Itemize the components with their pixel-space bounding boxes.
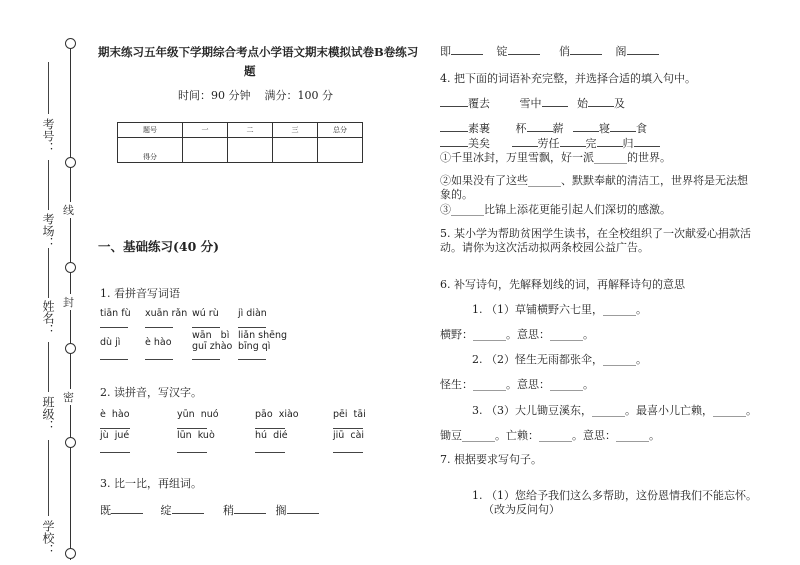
pinyin: dù jì <box>100 337 121 348</box>
q5-line1: 5. 某小学为帮助贫困学生读书，在全校组织了一次献爱心捐款活 <box>440 227 751 240</box>
exam-room-label: 考场： <box>41 213 55 249</box>
pinyin: pāo xiào <box>255 409 299 420</box>
answer-line[interactable] <box>177 428 207 429</box>
score-row-label: 得分 <box>118 138 183 163</box>
q2-title: 2. 读拼音，写汉字。 <box>100 386 202 399</box>
idiom-part: 始 <box>577 97 588 110</box>
answer-blank[interactable] <box>597 146 623 147</box>
q6-poem2: 2. （2）怪生无雨都张伞，______。 <box>472 353 647 366</box>
q6-poem3-explain: 锄豆______。亡赖：______。意思：______。 <box>440 429 660 442</box>
pinyin: liǎn shēng <box>238 330 288 341</box>
answer-line[interactable] <box>145 327 173 328</box>
q6-poem3: 3. （3）大儿锄豆溪东，______。最喜小儿亡赖，______。 <box>472 404 757 417</box>
answer-line[interactable] <box>100 428 130 429</box>
exam-number-field[interactable] <box>48 62 49 114</box>
pinyin: jù jué <box>100 430 130 441</box>
score-cell[interactable] <box>228 138 273 163</box>
exam-time-info: 时间：90 分钟 满分：100 分 <box>178 89 333 102</box>
school-label: 学校： <box>41 520 55 556</box>
answer-blank[interactable] <box>287 513 319 514</box>
idiom-part: 归 <box>622 137 634 150</box>
answer-line[interactable] <box>100 452 130 453</box>
compare-char: 即 <box>440 45 451 58</box>
pinyin: guī zhào <box>192 341 233 352</box>
score-cell[interactable] <box>183 138 228 163</box>
exam-title-line1: 期末练习五年级下学期综合考点小学语文期末模拟试卷B卷练习 <box>98 45 419 59</box>
class-label: 班级： <box>41 396 55 432</box>
q6-poem2-explain: 怪生：______。意思：______。 <box>440 378 594 391</box>
binding-hole <box>65 343 76 354</box>
idiom-part: 及 <box>614 97 625 110</box>
compare-char: 阁 <box>615 45 627 58</box>
idiom-part: 杯 <box>515 122 527 135</box>
seal-char-xian: 线 <box>63 204 74 217</box>
score-header-cell: 二 <box>228 123 273 138</box>
answer-blank[interactable] <box>440 131 468 132</box>
score-cell[interactable] <box>318 138 363 163</box>
idiom-part: 薪 <box>552 122 564 135</box>
pinyin: lūn kuò <box>177 430 215 441</box>
score-table <box>117 122 363 163</box>
pinyin: pēi tāi <box>333 409 366 420</box>
pinyin: xuān rǎn <box>145 308 188 319</box>
answer-line[interactable] <box>238 359 266 360</box>
score-header-cell: 总分 <box>318 123 363 138</box>
q7-title: 7. 根据要求写句子。 <box>440 453 542 466</box>
answer-line[interactable] <box>333 428 363 429</box>
compare-char: 既 <box>100 504 111 517</box>
binding-hole <box>65 262 76 273</box>
school-field[interactable] <box>48 440 49 516</box>
idiom-part: 寝 <box>599 122 610 135</box>
answer-line[interactable] <box>177 452 207 453</box>
pinyin: è hào <box>100 409 130 420</box>
answer-blank[interactable] <box>512 146 538 147</box>
answer-blank[interactable] <box>440 146 468 147</box>
binding-hole <box>65 157 76 168</box>
name-label: 姓名： <box>41 300 55 336</box>
binding-strip <box>0 0 90 565</box>
q4-sentence1: ①千里冰封，万里雪飘，好一派______的世界。 <box>440 151 671 164</box>
q6-poem1-explain: 横野：______。意思：______。 <box>440 328 594 341</box>
compare-char: 绽 <box>160 504 172 517</box>
compare-char: 俏 <box>559 45 570 58</box>
answer-line[interactable] <box>255 452 285 453</box>
pinyin: è hào <box>145 337 172 348</box>
idiom-part: 覆去 <box>468 97 490 110</box>
pinyin: wú rù <box>192 308 219 319</box>
q3-row <box>100 502 319 518</box>
compare-char: 搁 <box>275 504 287 517</box>
answer-line[interactable] <box>192 359 220 360</box>
answer-blank[interactable] <box>451 54 483 55</box>
answer-blank[interactable] <box>573 131 599 132</box>
q4-sentence2a: ②如果没有了这些______、默默奉献的清洁工，世界将是无法想 <box>440 174 748 187</box>
binding-hole <box>65 548 76 559</box>
q7-item1-note: （改为反问句） <box>483 503 560 516</box>
section1-heading: 一、基础练习(40 分) <box>98 239 220 254</box>
q5-line2: 动。请你为这次活动拟两条校园公益广告。 <box>440 241 649 254</box>
idiom-part: 食 <box>636 122 647 135</box>
q3-title: 3. 比一比，再组词。 <box>100 477 202 490</box>
score-header-cell: 一 <box>183 123 228 138</box>
answer-blank[interactable] <box>542 106 568 107</box>
idiom-part: 雪中 <box>519 97 542 110</box>
answer-blank[interactable] <box>588 106 614 107</box>
q1-title: 1. 看拼音写词语 <box>100 287 180 300</box>
score-header-cell: 三 <box>273 123 318 138</box>
pinyin: hú dié <box>255 430 288 441</box>
seal-char-mi: 密 <box>63 391 74 404</box>
answer-line[interactable] <box>145 359 173 360</box>
seal-char-feng: 封 <box>63 296 74 309</box>
compare-char: 稍 <box>223 504 234 517</box>
q4-sentence2b: 象的。 <box>440 188 473 201</box>
binding-hole <box>65 437 76 448</box>
answer-line[interactable] <box>238 327 266 328</box>
exam-number-label: 考号： <box>41 118 55 154</box>
answer-line[interactable] <box>100 359 128 360</box>
pinyin: bīng qì <box>238 341 271 352</box>
pinyin: wān bì <box>192 330 230 341</box>
score-cell[interactable] <box>273 138 318 163</box>
class-field[interactable] <box>48 342 49 392</box>
answer-blank[interactable] <box>560 146 586 147</box>
q4-title: 4. 把下面的词语补充完整，并选择合适的填入句中。 <box>440 72 696 85</box>
compare-row-continued <box>440 43 659 59</box>
pinyin: yūn nuó <box>177 409 219 420</box>
q6-title: 6. 补写诗句，先解释划线的词，再解释诗句的意思 <box>440 278 685 291</box>
answer-blank[interactable] <box>234 513 266 514</box>
pinyin: jiū cài <box>333 430 365 441</box>
answer-blank[interactable] <box>634 146 660 147</box>
answer-line[interactable] <box>333 452 363 453</box>
answer-blank[interactable] <box>570 54 602 55</box>
compare-char: 锭 <box>496 45 508 58</box>
exam-room-field[interactable] <box>48 160 49 210</box>
pinyin: jì diàn <box>238 308 267 319</box>
idiom-part: 素裹 <box>468 122 490 135</box>
pinyin: tiān fù <box>100 308 131 319</box>
answer-blank[interactable] <box>527 131 553 132</box>
answer-line[interactable] <box>100 327 128 328</box>
q6-poem1: 1. （1）草铺横野六七里，______。 <box>472 303 647 316</box>
answer-blank[interactable] <box>172 513 204 514</box>
answer-blank[interactable] <box>508 54 540 55</box>
answer-line[interactable] <box>192 327 220 328</box>
idiom-part: 美矣 <box>468 137 490 150</box>
score-header-cell: 题号 <box>118 123 183 138</box>
idiom-part: 劳任 <box>537 137 560 150</box>
name-field[interactable] <box>48 248 49 298</box>
idiom-part: 完 <box>585 137 597 150</box>
answer-blank[interactable] <box>111 513 143 514</box>
q4-line2 <box>440 120 647 136</box>
answer-blank[interactable] <box>627 54 659 55</box>
answer-blank[interactable] <box>440 106 468 107</box>
exam-title-line2: 题 <box>244 64 256 78</box>
q4-line1 <box>440 95 625 111</box>
binding-hole <box>65 38 76 49</box>
q7-item1: 1. （1）您给予我们这么多帮助，这份恩情我们不能忘怀。 <box>472 489 757 502</box>
answer-line[interactable] <box>255 428 285 429</box>
answer-blank[interactable] <box>610 131 636 132</box>
q4-sentence3: ③______比锦上添花更能引起人们深切的感激。 <box>440 203 671 216</box>
